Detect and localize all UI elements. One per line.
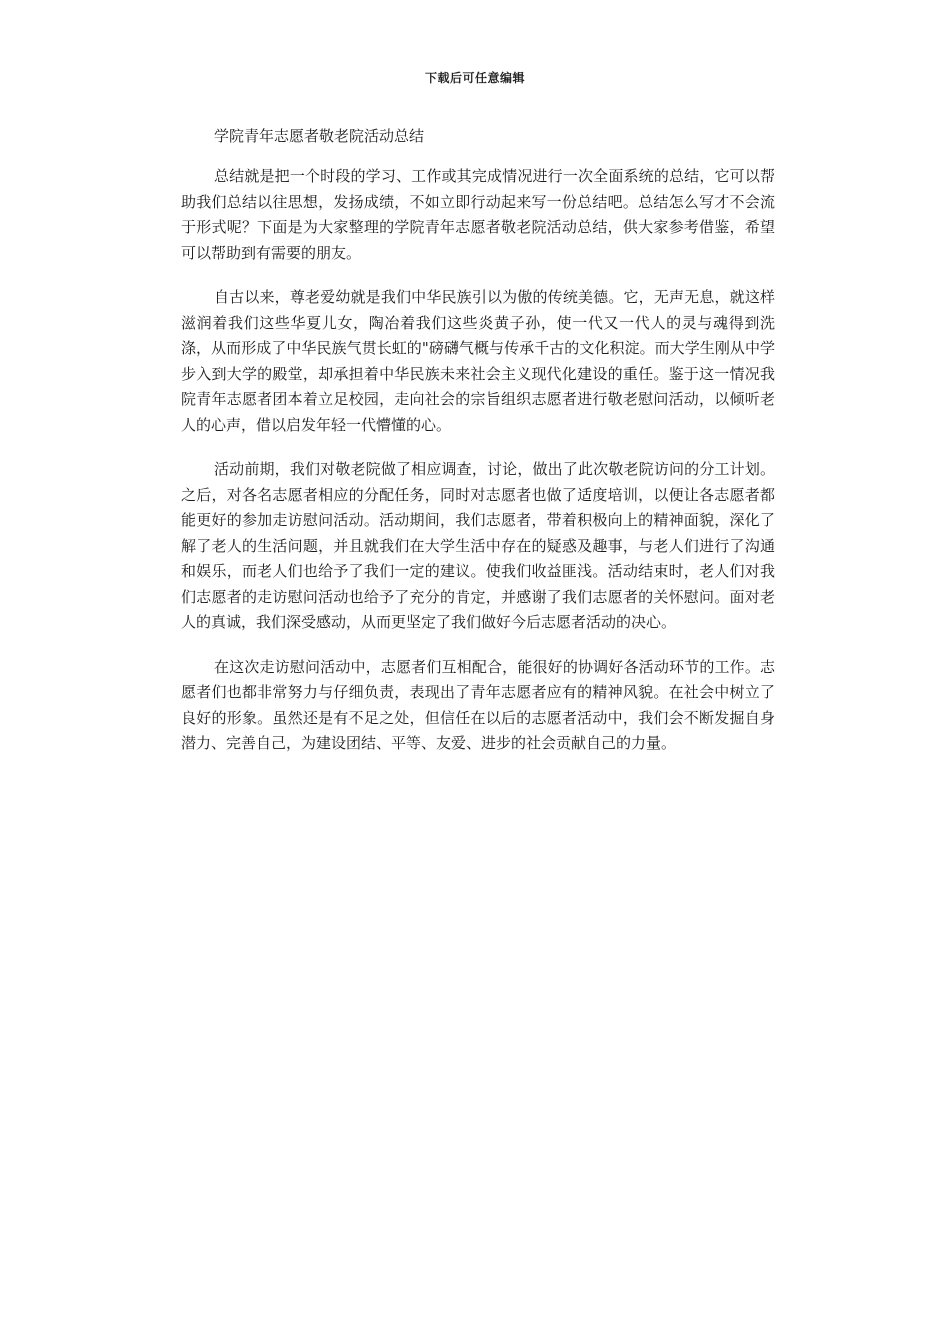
paragraph-conclusion: 在这次走访慰问活动中，志愿者们互相配合，能很好的协调好各活动环节的工作。志愿者们也都非常努力与仔细负责，表现出了青年志愿者应有的精神风貌。在社会中树立了良好的形象。虽然还是有不足之处，但信任在以后的志愿者活动中，我们会不断发掘自身潜力、完善自己，为建设团结、平等、友爱、进步的社会贡献自己的力量。 (181, 657, 775, 752)
document-title: 学院青年志愿者敬老院活动总结 (214, 127, 425, 145)
header-note: 下载后可任意编辑 (424, 71, 525, 85)
paragraph-intro: 总结就是把一个时段的学习、工作或其完成情况进行一次全面系统的总结，它可以帮助我们总结以往思想，发扬成绩，不如立即行动起来写一份总结吧。总结怎么写才不会流于形式呢？下面是为大家整理的学院青年志愿者敬老院活动总结，供大家参考借鉴，希望可以帮助到有需要的朋友。 (181, 167, 775, 262)
paragraph-tradition: 自古以来，尊老爱幼就是我们中华民族引以为傲的传统美德。它，无声无息，就这样滋润着我们这些华夏儿女，陶冶着我们这些炎黄子孙，使一代又一代人的灵与魂得到洗涤，从而形成了中华民族气贯长虹的"磅礴气概与传承千古的文化积淀。而大学生刚从中学步入到大学的殿堂，却承担着中华民族未来社会主义现代化建设的重任。鉴于这一情况我院青年志愿者团本着立足校园，走向社会的宗旨组织志愿者进行敬老慰问活动，以倾听老人的心声，借以启发年轻一代懵懂的心。 (181, 288, 775, 434)
paragraph-activity: 活动前期，我们对敬老院做了相应调查，讨论，做出了此次敬老院访问的分工计划。之后，对各名志愿者相应的分配任务，同时对志愿者也做了适度培训，以便让各志愿者都能更好的参加走访慰问活动。活动期间，我们志愿者，带着积极向上的精神面貌，深化了解了老人的生活问题，并且就我们在大学生活中存在的疑惑及趣事，与老人们进行了沟通和娱乐，而老人们也给予了我们一定的建议。使我们收益匪浅。活动结束时，老人们对我们志愿者的走访慰问活动也给予了充分的肯定，并感谢了我们志愿者的关怀慰问。面对老人的真诚，我们深受感动，从而更坚定了我们做好今后志愿者活动的决心。 (181, 460, 775, 631)
document-body (181, 124, 775, 776)
